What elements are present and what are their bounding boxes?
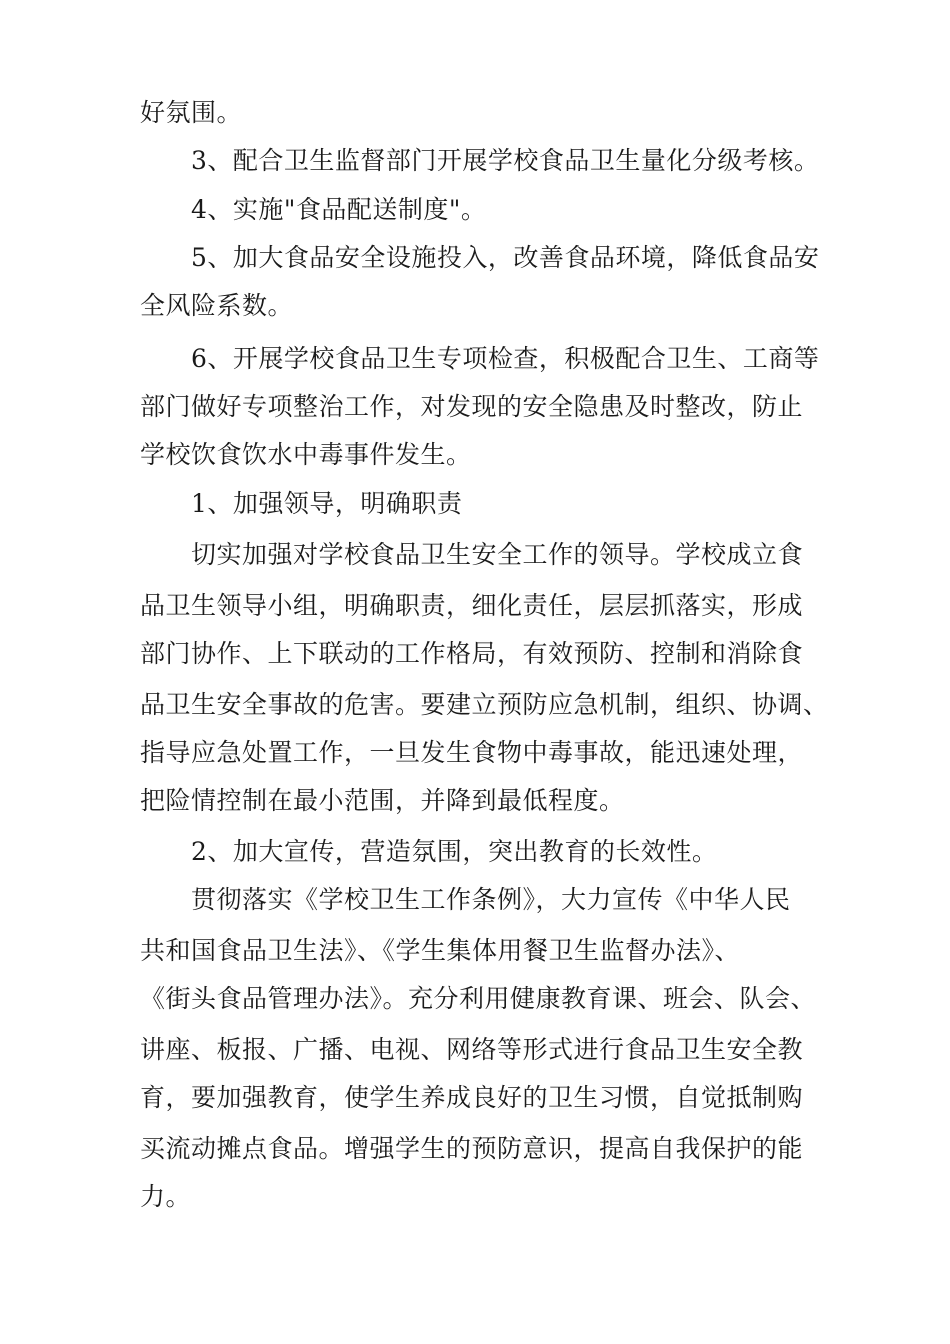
text-line: 部门做好专项整治工作，对发现的安全隐患及时整改，防止 — [140, 392, 804, 421]
text-line: 切实加强对学校食品卫生安全工作的领导。学校成立食 — [140, 540, 804, 569]
text-line: 部门协作、上下联动的工作格局，有效预防、控制和消除食 — [140, 639, 804, 668]
text-line: 好氛围。 — [140, 98, 243, 127]
text-line: 共和国食品卫生法》、《学生集体用餐卫生监督办法》、 — [140, 936, 741, 965]
text-line: 指导应急处置工作，一旦发生食物中毒事故，能迅速处理， — [140, 738, 804, 767]
text-line: 4、实施"食品配送制度"。 — [140, 195, 487, 224]
text-line: 买流动摊点食品。增强学生的预防意识，提高自我保护的能 — [140, 1134, 804, 1163]
text-line: 讲座、板报、广播、电视、网络等形式进行食品卫生安全教 — [140, 1035, 804, 1064]
text-line: 品卫生安全事故的危害。要建立预防应急机制，组织、协调、 — [140, 690, 829, 719]
text-line: 力。 — [140, 1182, 192, 1211]
text-line: 3、配合卫生监督部门开展学校食品卫生量化分级考核。 — [140, 146, 820, 175]
text-line: 5、加大食品安全设施投入，改善食品环境，降低食品安 — [140, 243, 820, 272]
text-line: 6、开展学校食品卫生专项检查，积极配合卫生、工商等 — [140, 344, 820, 373]
text-line: 《街头食品管理办法》。充分利用健康教育课、班会、队会、 — [140, 984, 817, 1013]
text-line: 1、加强领导，明确职责 — [140, 489, 463, 518]
text-line: 育，要加强教育，使学生养成良好的卫生习惯，自觉抵制购 — [140, 1083, 804, 1112]
text-line: 品卫生领导小组，明确职责，细化责任，层层抓落实，形成 — [140, 591, 804, 620]
text-line: 贯彻落实《学校卫生工作条例》，大力宣传《中华人民 — [140, 885, 791, 914]
text-line: 全风险系数。 — [140, 291, 294, 320]
text-line: 2、加大宣传，营造氛围，突出教育的长效性。 — [140, 837, 718, 866]
text-line: 学校饮食饮水中毒事件发生。 — [140, 440, 472, 469]
text-line: 把险情控制在最小范围，并降到最低程度。 — [140, 786, 625, 815]
